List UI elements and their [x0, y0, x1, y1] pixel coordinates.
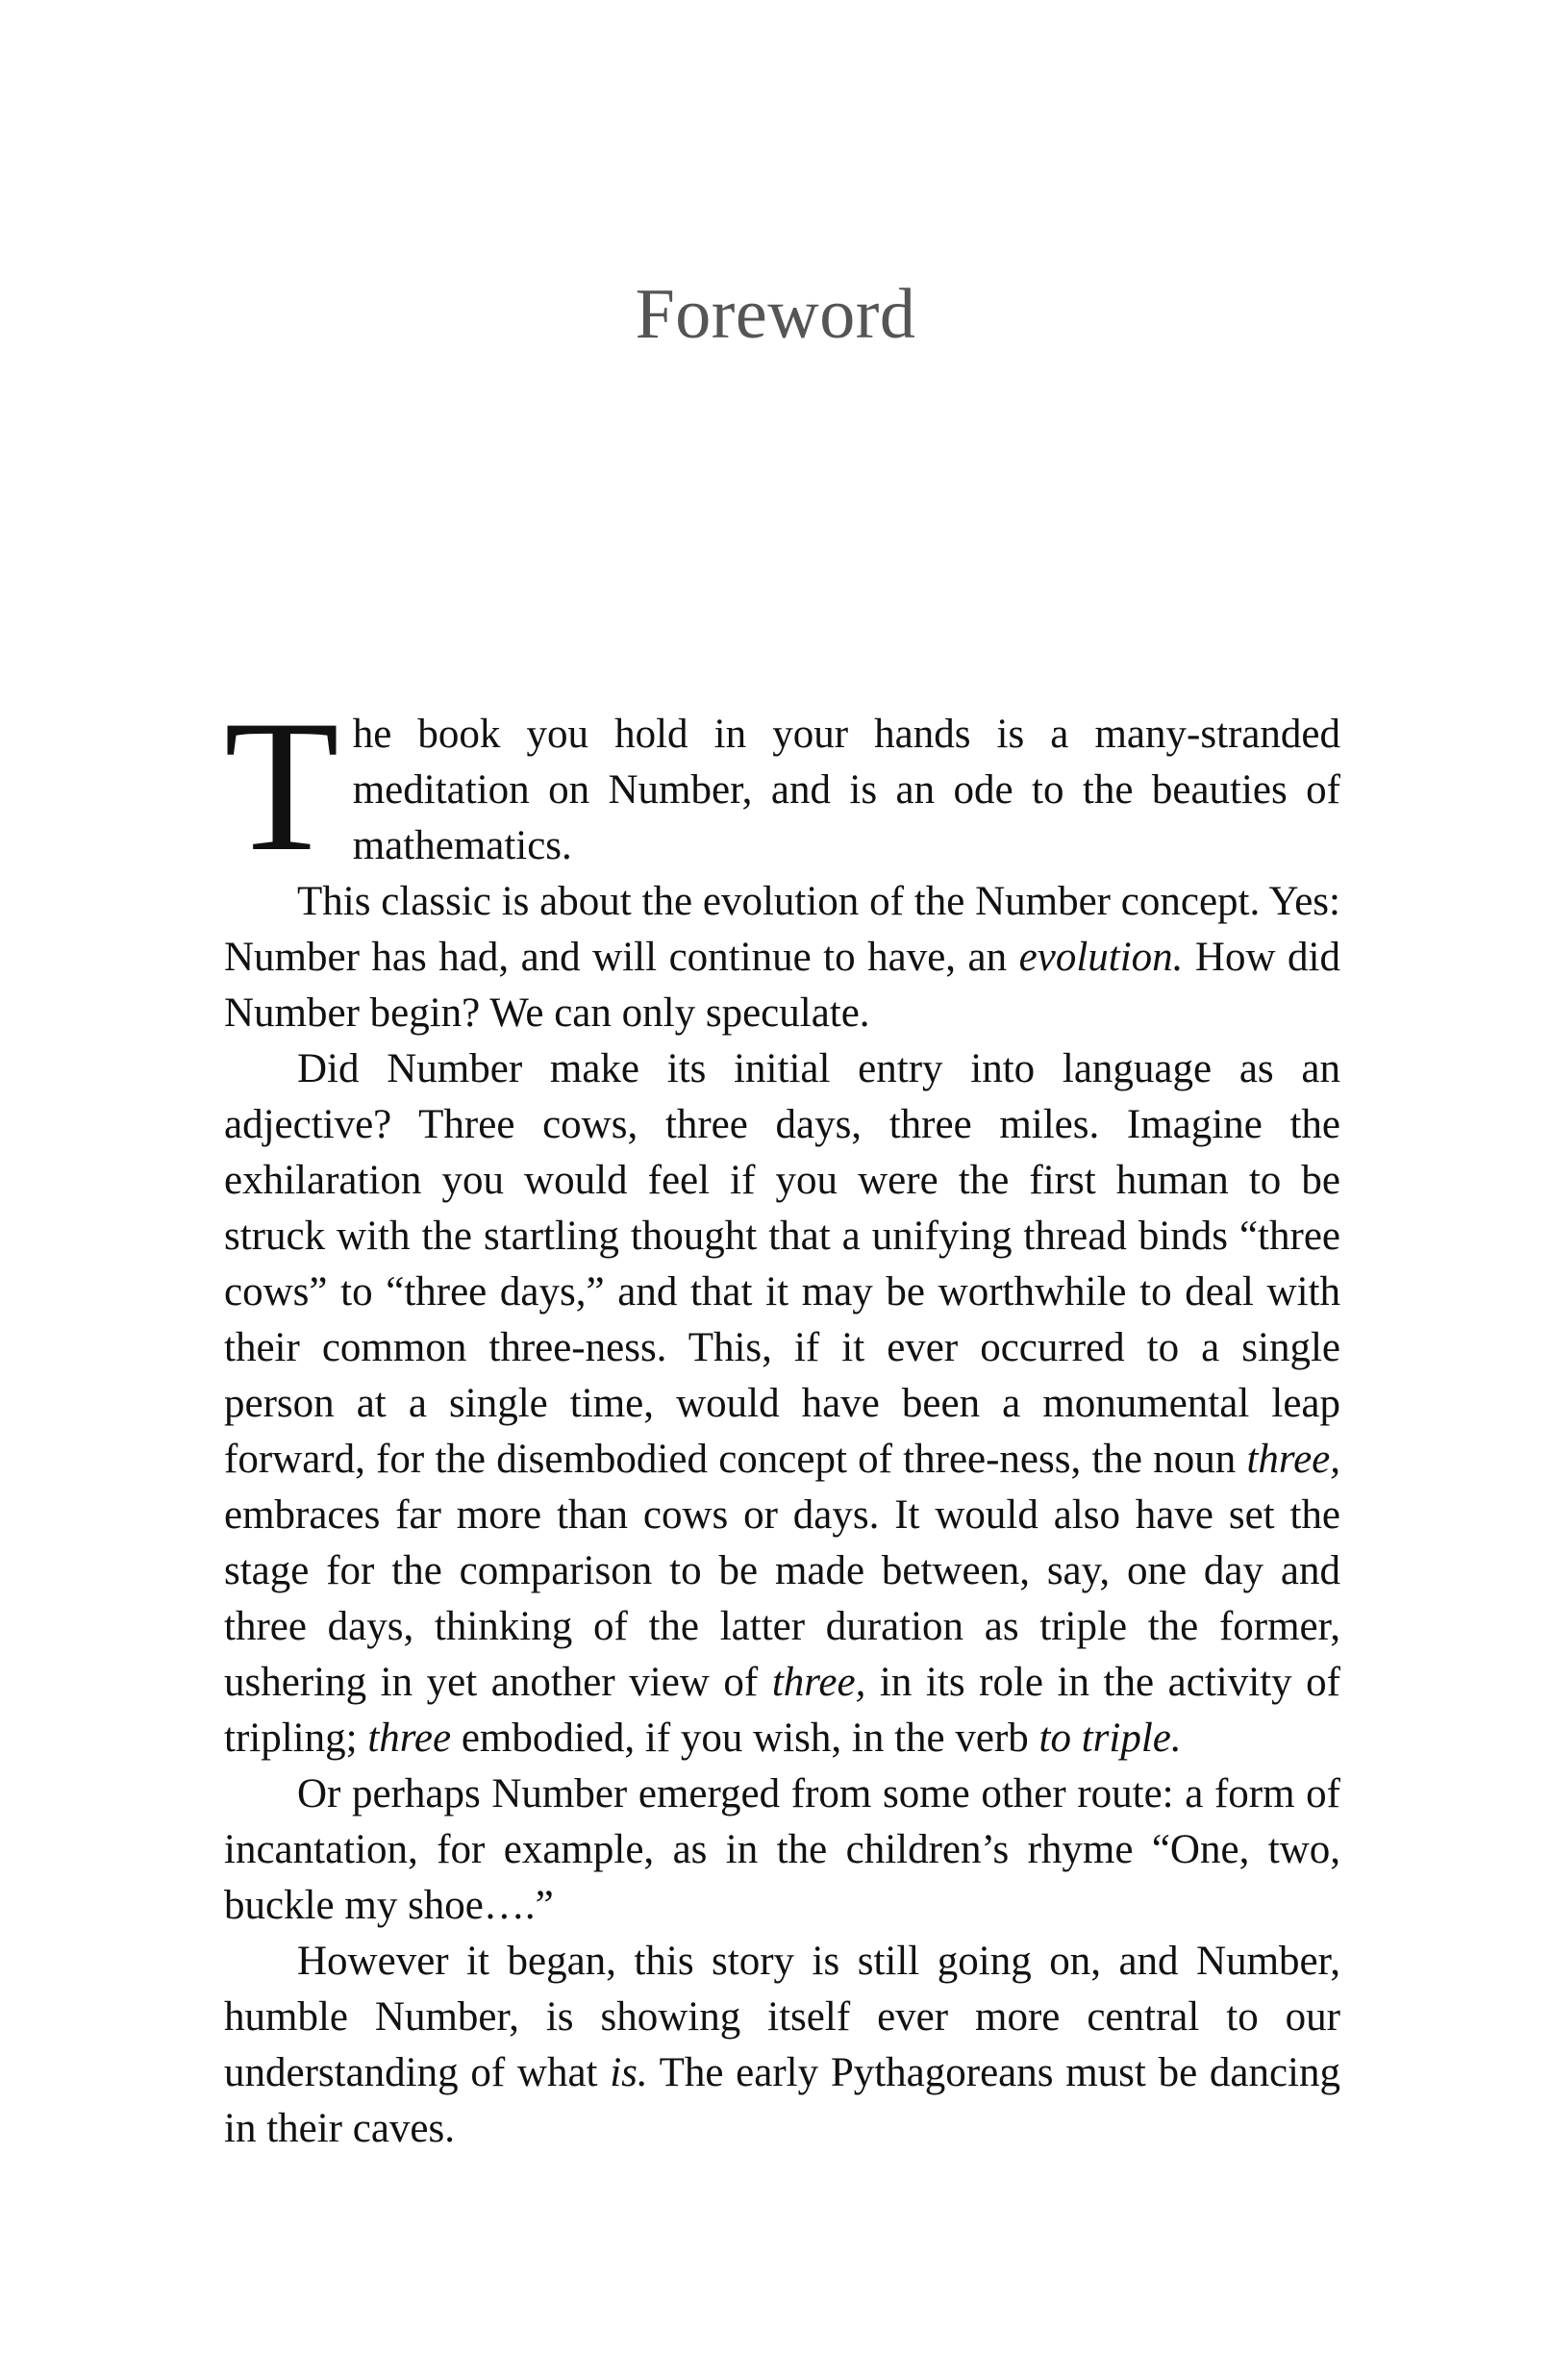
italic-text: three	[367, 1716, 452, 1761]
paragraph-text: embraces far more than cows or days. It would also have set the stage for the comparison to be made between, say, one day and three days, thinking of the latter duration as triple the former, ushering in yet another view of	[224, 1492, 1340, 1705]
italic-text: three,	[1246, 1437, 1340, 1482]
paragraph-text: in its role in the activity of tripling;	[224, 1660, 1341, 1761]
paragraph-3	[224, 1041, 1340, 1766]
paragraph-4	[224, 1766, 1340, 1934]
paragraph-text: embodied, if you wish, in the verb	[451, 1716, 1039, 1761]
italic-text: is.	[610, 2050, 648, 2095]
paragraph-5	[224, 1934, 1340, 2157]
italic-text: three,	[771, 1660, 866, 1705]
paragraph-text: Did Number make its initial entry into language as an adjective? Three cows, three days, three miles. Imagine the exhilaration you would feel if you were the first human to be struck with the startling thought that a unifying thread binds “three cows” to “three days,” and that it may be worthwhile to deal with their common three-ness. This, if it ever occurred to a single person at a single time, would have been a monumental leap forward, for the disembodied concept of three-ness, the noun	[224, 1046, 1340, 1482]
paragraph-text: Or perhaps Number emerged from some other route: a form of incantation, for example, as in the children’s rhyme “One, two, buckle my shoe….”	[224, 1771, 1340, 1928]
italic-text: to triple.	[1038, 1716, 1182, 1761]
paragraph-text: The early Pythagoreans must be dancing in their caves.	[224, 2050, 1340, 2151]
page-title: Foreword	[635, 275, 916, 354]
italic-text: evolution.	[1018, 935, 1184, 980]
paragraph-text: he book you hold in your hands is a many-stranded meditation on Number, and is an ode to the beauties of mathematics.	[352, 712, 1340, 868]
drop-cap: T	[224, 682, 339, 890]
paragraph-text: This classic is about the evolution of the Number concept. Yes: Number has had, and will continue to have, an	[224, 879, 1340, 980]
foreword-body	[224, 682, 1341, 2157]
paragraph-1	[224, 682, 1340, 890]
paragraph-2	[224, 874, 1340, 1041]
paragraph-text: However it began, this story is still going on, and Number, humble Number, is showing itself ever more central to our understanding of what	[224, 1939, 1340, 2095]
paragraph-text: How did Number begin? We can only speculate.	[224, 935, 1340, 1036]
